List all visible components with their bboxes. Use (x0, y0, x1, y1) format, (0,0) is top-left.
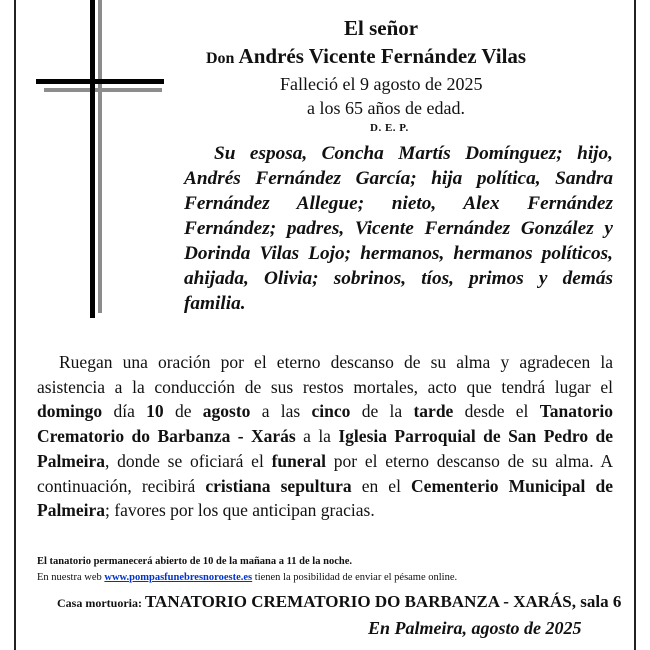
deceased-name-line (206, 44, 526, 69)
family-members-paragraph: Su esposa, Concha Martís Domínguez; hijo, Andrés Fernández García; hija política, Sandra Fernández Allegue; nieto, Alex Fernández Fernández; padres, Vicente Fernández González y Dorinda Vilas Lojo; hermanos, hermanos políticos, ahijada, Olivia; sobrinos, tíos, primos y demás familia. (184, 143, 613, 314)
cemetery-name: Cementerio Municipal de Palmeira (37, 475, 614, 521)
cross-vertical-grey (98, 0, 102, 313)
right-border-line (634, 0, 636, 650)
age-at-death: a los 65 años de edad. (307, 98, 465, 118)
cross-horizontal-grey (44, 88, 162, 92)
church-name: Iglesia Parroquial de San Pedro de Palmeira (37, 426, 613, 471)
mortuary-label: Casa mortuoria: (57, 596, 145, 610)
cross-horizontal-black (36, 79, 164, 84)
online-condolence-note: En nuestra web www.pompasfunebresnoroeste.es tienen la posibilidad de enviar el pésame online. (37, 572, 458, 583)
ceremony-paragraph: Ruegan una oración por el eterno descanso de su alma y agradecen la asistencia a la conducción de sus restos mortales, acto que tendrá lugar el domingo día 10 de agosto a las cinco de la tarde desde el Tanatorio Crematorio do Barbanza - Xarás a la Iglesia Parroquial de San Pedro de Palmeira, donde se oficiará el funeral por el eterno descanso de su alma. A continuación, recibirá cristiana sepultura en el Cementerio Municipal de Palmeira; favores por los que anticipan gracias. (37, 352, 614, 521)
heading-title: El señor (344, 16, 419, 40)
funeral-home-name: Tanatorio Crematorio do Barbanza - Xarás (37, 401, 613, 447)
honorific: Don (206, 50, 235, 67)
cross-vertical-black (90, 0, 95, 318)
funeral-website-link[interactable]: www.pompasfunebresnoroeste.es (104, 572, 253, 583)
deceased-name: Andrés Vicente Fernández Vilas (238, 44, 527, 68)
closing-place-date: En Palmeira, agosto de 2025 (368, 618, 582, 638)
mortuary-info (57, 592, 621, 612)
cross-symbol (34, 0, 164, 325)
death-date: Falleció el 9 agosto de 2025 (280, 74, 483, 94)
left-border-line (14, 0, 16, 650)
opening-hours-note: El tanatorio permanecerá abierto de 10 de la mañana a 11 de la noche. (37, 556, 352, 567)
mortuary-value: TANATORIO CREMATORIO DO BARBANZA - XARÁS, sala 6 (144, 592, 622, 611)
rip-abbreviation: D. E. P. (370, 122, 409, 134)
